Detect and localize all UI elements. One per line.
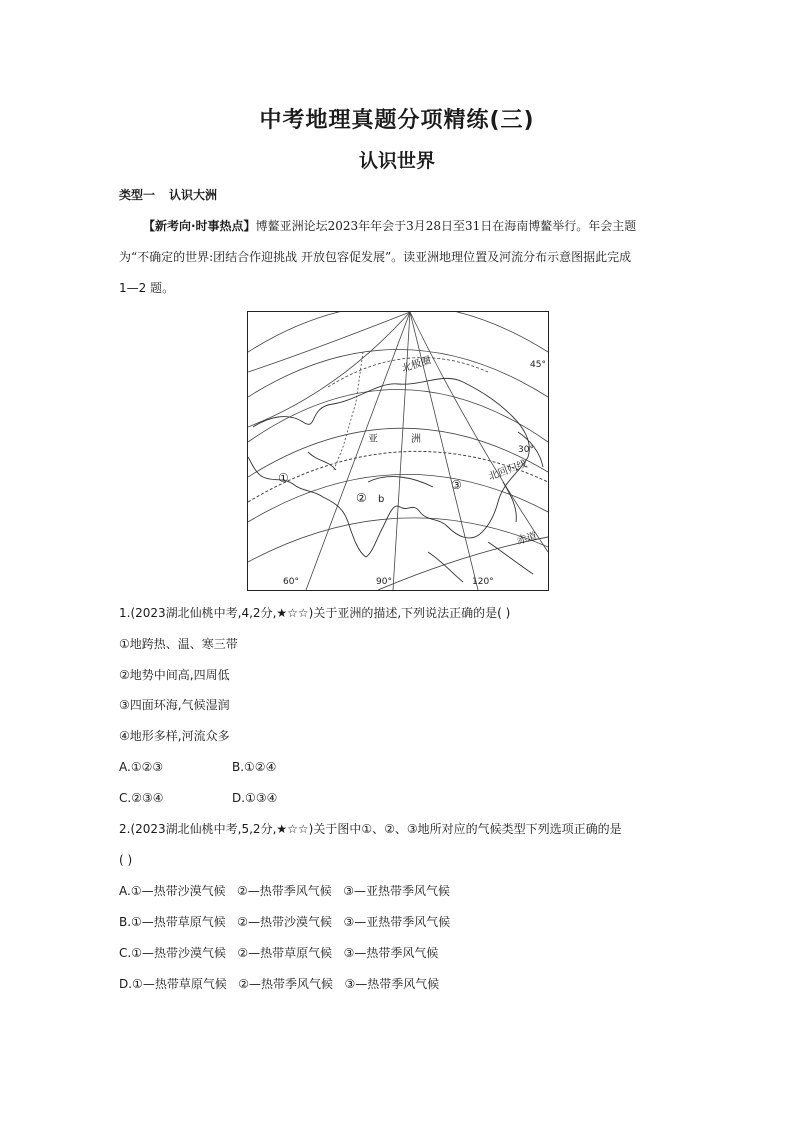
label-lon-120: 120° [472, 577, 494, 587]
asia-map [247, 311, 549, 591]
q2-option-a[interactable]: A.①—热带沙漠气候 ②—热带季风气候 ③—亚热带季风气候 [119, 884, 450, 898]
marker-1: ① [278, 471, 289, 485]
marker-3: ③ [451, 478, 462, 492]
label-lat-45: 45° [530, 360, 546, 370]
marker-b: b [378, 494, 385, 505]
label-lon-60: 60° [283, 577, 299, 587]
label-asia-2: 洲 [411, 434, 421, 445]
q1-stem: 1.(2023湖北仙桃中考,4,2分,★☆☆)关于亚洲的描述,下列说法正确的是( ) [119, 606, 511, 620]
label-equator: 赤道 [515, 531, 539, 547]
q1-item-4: ④地形多样,河流众多 [119, 729, 230, 743]
asia-map-figure [248, 312, 548, 590]
q1-option-c[interactable]: C.②③④ [119, 791, 164, 805]
q1-item-2: ②地势中间高,四周低 [119, 668, 230, 682]
label-arctic-circle: 北极圈 [400, 355, 433, 375]
label-lat-30: 30° [518, 445, 534, 455]
section-heading [119, 186, 217, 203]
intro-tag: 【新考向·时事热点】 [143, 219, 256, 233]
intro-line-2: 为“不确定的世界:团结合作迎挑战 开放包容促发展”。读亚洲地理位置及河流分布示意图据此完成 [119, 250, 632, 264]
q1-options-row-1 [119, 760, 419, 775]
intro-line-1-text: 博鳌亚洲论坛2023年年会于3月28日至31日在海南博鳌举行。年会主题 [255, 219, 637, 233]
label-lon-90: 90° [376, 577, 392, 587]
label-tropic: 北回归线 [487, 458, 529, 483]
label-asia-1: 亚 [368, 434, 378, 445]
q2-stem: 2.(2023湖北仙桃中考,5,2分,★☆☆)关于图中①、②、③地所对应的气候类型下列选项正确的是 [119, 822, 622, 836]
q1-option-a[interactable]: A.①②③ [119, 760, 164, 774]
q1-option-d[interactable]: D.①③④ [232, 791, 278, 805]
page-subtitle: 认识世界 [358, 150, 435, 172]
section-type-name: 认识大洲 [169, 188, 218, 202]
q1-options-row-2 [119, 791, 419, 806]
section-type-label: 类型一 [119, 188, 156, 202]
marker-2: ② [356, 491, 367, 505]
intro-line-1 [119, 219, 679, 234]
q2-option-b[interactable]: B.①—热带草原气候 ②—热带沙漠气候 ③—亚热带季风气候 [119, 915, 451, 929]
q2-option-c[interactable]: C.①—热带沙漠气候 ②—热带草原气候 ③—热带季风气候 [119, 946, 439, 960]
intro-line-3: 1—2 题。 [119, 281, 175, 295]
q2-bracket: ( ) [119, 853, 133, 867]
q1-item-1: ①地跨热、温、寒三带 [119, 637, 238, 651]
page-title: 中考地理真题分项精练(三) [259, 108, 535, 133]
q2-option-d[interactable]: D.①—热带草原气候 ②—热带季风气候 ③—热带季风气候 [119, 977, 440, 991]
q1-option-b[interactable]: B.①②④ [232, 760, 277, 774]
q1-item-3: ③四面环海,气候湿润 [119, 698, 230, 712]
